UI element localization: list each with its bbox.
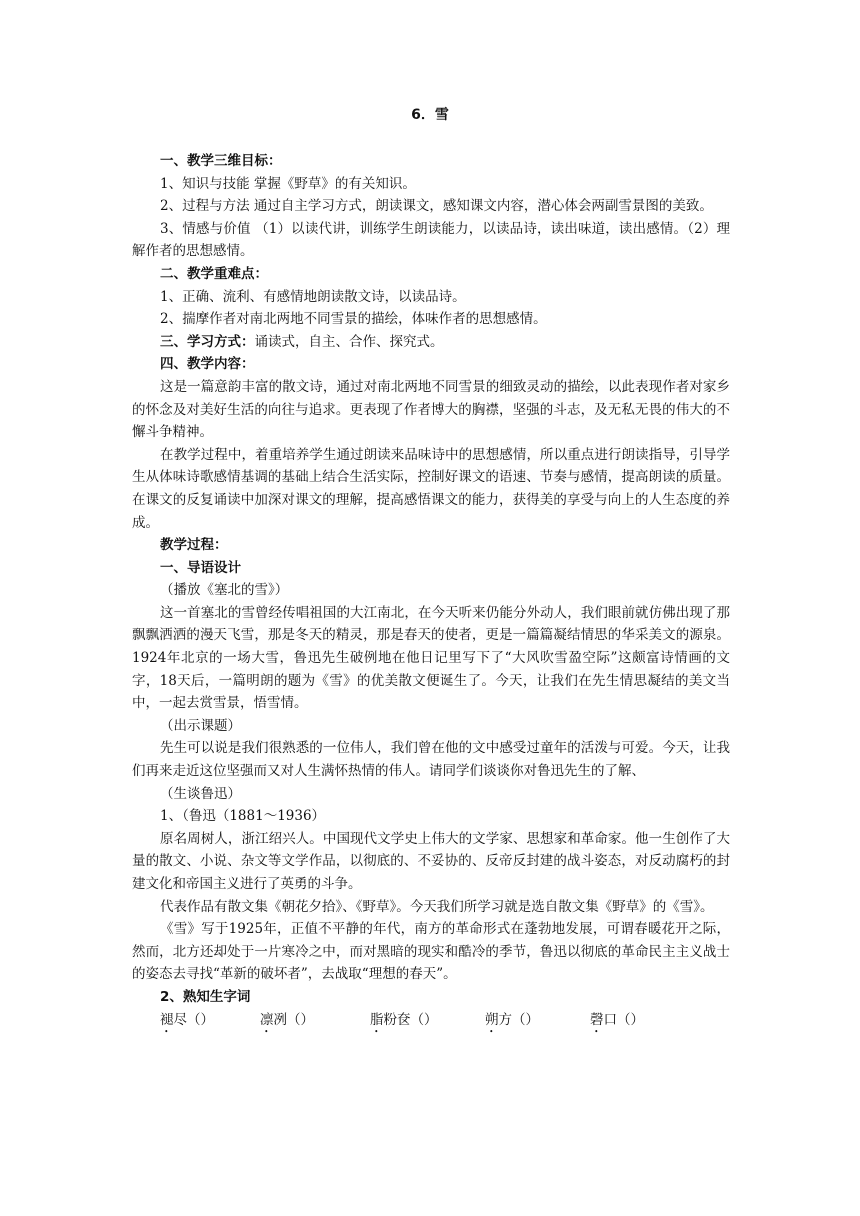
paragraph: 在教学过程中，着重培养学生通过朗读来品味诗中的思想感情，所以重点进行朗读指导，引导学生从体味诗歌感情基调的基础上结合生活实际，控制好课文的语速、节奏与感情，提高朗读的质量。在课文的反复诵读中加深对课文的理解，提高感悟课文的能力，获得美的享受与向上的人生态度的养成。 [132,446,730,531]
section-heading: 四、教学内容： [160,356,255,373]
paragraph: 这是一篇意韵丰富的散文诗，通过对南北两地不同雪景的细致灵动的描绘，以此表现作者对家乡的怀念及对美好生活的向往与追求。更表现了作者博大的胸襟，坚强的斗志，及无私无畏的伟大的不懈斗争精神。 [132,378,730,441]
paragraph: 2、过程与方法 通过自主学习方式，朗读课文，感知课文内容，潜心体会两副雪景图的美致。 [160,198,713,215]
paragraph: 2、揣摩作者对南北两地不同雪景的描绘，体味作者的思想感情。 [160,311,547,328]
document-body [132,150,730,1036]
section-heading: 二、教学重难点： [160,265,268,282]
paragraph: 3、情感与价值 （1）以读代讲，训练学生朗读能力，以读品诗，读出味道，读出感情。（2）理解作者的思想感情。 [132,220,730,260]
section-heading: 教学过程： [160,537,228,554]
vocab-item: 脂粉奁（） [370,1011,438,1028]
section-heading: 一、导语设计 [160,559,241,576]
document-title: 6．雪 [411,107,449,123]
vocab-item: 凛冽（） [260,1011,314,1028]
paragraph: （生谈鲁迅） [160,785,241,802]
paragraph: （播放《塞北的雪》） [160,582,289,599]
section-heading: 一、教学三维目标： [160,153,282,169]
paragraph: 先生可以说是我们很熟悉的一位伟人，我们曾在他的文中感受过童年的活泼与可爱。今天，让我们再来走近这位坚强而又对人生满怀热情的伟人。请同学们谈谈你对鲁迅先生的了解、 [132,740,730,780]
paragraph: 《雪》写于1925年，正值不平静的年代，南方的革命形式在蓬勃地发展，可谓春暖花开之际，然而，北方还却处于一片寒冷之中，而对黑暗的现实和酷冷的季节，鲁迅以彻底的革命民主主义战士的姿态去寻找“革新的破坏者”，去战取“理想的春天”。 [132,921,730,983]
vocab-item: 磬口（） [590,1011,644,1028]
vocab-item: 朔方（） [485,1011,539,1028]
vocab-item: 褪尽（） [160,1011,214,1028]
paragraph: （出示课题） [160,717,241,734]
paragraph: 1、（鲁迅（1881～1936） [160,808,326,825]
paragraph: 原名周树人，浙江绍兴人。中国现代文学史上伟大的文学家、思想家和革命家。他一生创作了大量的散文、小说、杂文等文学作品，以彻底的、不妥协的、反帝反封建的战斗姿态，对反动腐朽的封建文化和帝国主义进行了英勇的斗争。 [132,830,730,892]
paragraph: 三、学习方式：诵读式，自主、合作、探究式。 [160,333,444,350]
section-heading: 2、熟知生字词 [160,988,251,1005]
paragraph: 1、正确、流利、有感情地朗读散文诗，以读品诗。 [160,288,466,305]
paragraph: 代表作品有散文集《朝花夕拾》、《野草》。今天我们所学习就是选自散文集《野草》的《雪》。 [160,898,714,915]
vocab-row [132,1009,730,1036]
paragraph: 这一首塞北的雪曾经传唱祖国的大江南北，在今天听来仍能分外动人，我们眼前就仿佛出现了那飘飘洒洒的漫天飞雪，那是冬天的精灵，那是春天的使者，更是一篇篇凝结情思的华采美文的源泉。1924年北京的一场大雪，鲁迅先生破例地在他日记里写下了“大风吹雪盈空际”这颇富诗情画的文字，18天后，一篇明朗的题为《雪》的优美散文便诞生了。今天，让我们在先生情思凝结的美文当中，一起去赏雪景，悟雪情。 [132,604,730,712]
paragraph: 1、知识与技能 掌握《野草》的有关知识。 [160,175,416,192]
